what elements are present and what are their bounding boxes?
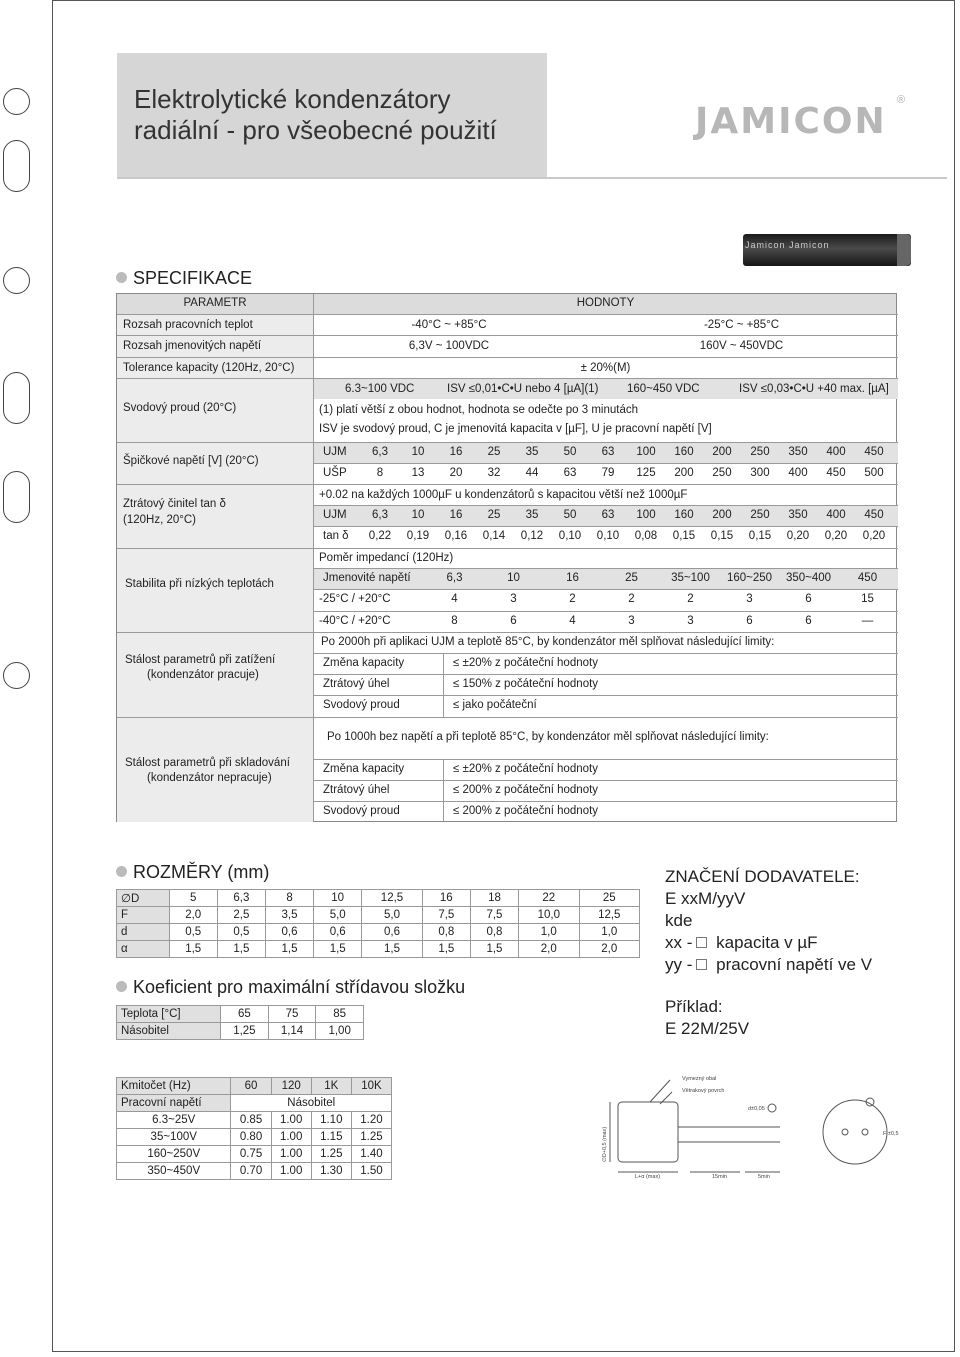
column-divider [443, 759, 444, 822]
row-line [314, 780, 898, 781]
table-cell: 6 [805, 615, 812, 627]
lowtemp-row1 [425, 593, 897, 605]
table-cell: 2,0 [519, 941, 579, 958]
frequency-multiplier-table [116, 1077, 392, 1180]
table-cell: 6,3 [372, 446, 388, 458]
table-row [117, 890, 640, 907]
lowtemp-head [425, 572, 897, 584]
table-cell: 5 [169, 890, 217, 907]
condition-value: ≤ jako počáteční [453, 699, 537, 711]
table-cell: 0,5 [217, 924, 265, 941]
leakage-note-2: ISV je svodový proud, C je jmenovitá kapacita v [µF], U je pracovní napětí [V] [319, 423, 712, 435]
tan-note: +0.02 na každých 1000µF u kondenzátorů s kapacitou větší než 1000µF [319, 489, 688, 501]
supplier-xx-desc: kapacita v µF [716, 933, 818, 952]
table-cell: 1.00 [271, 1112, 311, 1129]
table-cell: 0.80 [231, 1129, 271, 1146]
table-cell: 4 [451, 593, 458, 605]
tan-label-1: Ztrátový činitel tan δ [123, 498, 226, 510]
table-cell: 10,0 [519, 907, 579, 924]
table-cell: 8 [265, 890, 313, 907]
drawing-label-d: d±0,05 [748, 1106, 765, 1112]
table-row [117, 941, 640, 958]
binder-hole [3, 662, 30, 689]
row-line [117, 314, 898, 315]
example-value: E 22M/25V [665, 1019, 750, 1038]
table-cell: 0,20 [824, 530, 848, 542]
table-cell: 0,8 [422, 924, 470, 941]
table-cell: 1,5 [362, 941, 422, 958]
condition-name: Svodový proud [323, 699, 400, 711]
row-line [314, 759, 898, 760]
table-cell: 3,5 [265, 907, 313, 924]
table-cell: 500 [864, 467, 884, 479]
condition-name: Ztrátový úhel [323, 784, 390, 796]
leakage-formula-b: ISV ≤0,03•C•U +40 max. [µA] [739, 383, 889, 395]
table-cell: 1.20 [351, 1112, 391, 1129]
leakage-label: Svodový proud (20°C) [123, 402, 237, 414]
shelf-title: Po 1000h bez napětí a při teplotě 85°C, by kondenzátor měl splňovat následující limity: [327, 731, 769, 743]
example-label: Příklad: [665, 997, 723, 1016]
spec-table [116, 293, 897, 822]
load-title: Po 2000h při aplikaci UJM a teplotě 85°C, by kondenzátor měl splňovat následující limity: [321, 636, 775, 648]
table-cell: 25 [579, 890, 639, 907]
table-cell: 3 [510, 593, 517, 605]
box-icon [696, 959, 707, 970]
table-cell: 0,20 [786, 530, 810, 542]
binder-hole [3, 267, 30, 294]
table-cell: 25 [625, 572, 638, 584]
table-cell: 160~250 [726, 572, 773, 584]
table-cell: 44 [525, 467, 539, 479]
table-cell: 35~100 [671, 572, 710, 584]
drawing-label-L: L+α (max) [635, 1174, 661, 1180]
table-cell: 1.10 [311, 1112, 351, 1129]
table-cell: 16 [566, 572, 579, 584]
table-cell: 5,0 [362, 907, 422, 924]
table-cell: 350~400 [785, 572, 832, 584]
temperature-multiplier-table [116, 1005, 364, 1040]
table-cell: 6,3 [446, 572, 463, 584]
box-icon [696, 937, 707, 948]
shelf-label-2: (kondenzátor nepracuje) [147, 772, 272, 784]
dimensions-table [116, 889, 640, 958]
row-line [314, 505, 898, 506]
table-cell: 0,15 [672, 530, 696, 542]
table-row [117, 907, 640, 924]
table-cell: 350 [788, 446, 808, 458]
table-cell: 2 [687, 593, 694, 605]
table-cell: 6 [805, 593, 812, 605]
supplier-title: ZNAČENÍ DODAVATELE: [665, 867, 860, 886]
title-line-1: Elektrolytické kondenzátory [134, 84, 451, 114]
table-cell: 6 [746, 615, 753, 627]
row-line [314, 695, 898, 696]
table-cell: 6 [510, 615, 517, 627]
table-cell: 79 [601, 467, 615, 479]
drawing-label-surface: Větrakový povrch [682, 1088, 725, 1094]
table-cell: 1.25 [351, 1129, 391, 1146]
lowtemp-title: Poměr impedancí (120Hz) [319, 552, 454, 564]
table-cell: 125 [636, 467, 656, 479]
table-cell: 0,8 [470, 924, 518, 941]
lowtemp-row2-label: -40°C / +20°C [319, 615, 391, 627]
binder-hole [3, 372, 30, 424]
table-cell: 0,22 [368, 530, 392, 542]
table-cell: d [117, 924, 170, 941]
table-cell: 15 [861, 593, 874, 605]
voltage-range-low: 6,3V ~ 100VDC [408, 340, 490, 352]
table-cell: 8 [451, 615, 458, 627]
table-cell: 50 [563, 446, 577, 458]
supplier-xx [665, 932, 872, 954]
table-cell: 12,5 [579, 907, 639, 924]
table-cell: Násobitel [117, 1023, 221, 1040]
leader-line [650, 1080, 670, 1102]
section-title-ripple: Koeficient pro maximální střídavou složku [116, 977, 465, 998]
table-cell: 60 [231, 1078, 271, 1095]
table-cell: 0,6 [265, 924, 313, 941]
table-cell: 10K [351, 1078, 391, 1095]
table-cell: Teplota [°C] [117, 1006, 221, 1023]
table-cell: 85 [316, 1006, 364, 1023]
lead-hole [842, 1129, 848, 1135]
supplier-yy [665, 954, 872, 976]
condition-value: ≤ ±20% z počáteční hodnoty [453, 657, 598, 669]
tan-row2-label: tan δ [323, 530, 349, 542]
table-cell: 0,12 [520, 530, 544, 542]
table-cell: 35~100V [117, 1129, 231, 1146]
capacitor-dimension-drawing [590, 1072, 910, 1182]
table-cell: 450 [864, 509, 884, 521]
condition-name: Ztrátový úhel [323, 678, 390, 690]
table-cell: 120 [271, 1078, 311, 1095]
table-cell: 250 [712, 467, 732, 479]
table-cell: 7,5 [422, 907, 470, 924]
brand-logo: JAMICON [695, 101, 887, 142]
table-row [117, 1023, 364, 1040]
table-cell: 2 [628, 593, 635, 605]
supplier-yy-key: yy - [665, 955, 693, 974]
tan-row1 [361, 509, 893, 521]
table-cell: 25 [487, 446, 501, 458]
table-cell: Kmitočet (Hz) [117, 1078, 231, 1095]
table-cell: 1,25 [221, 1023, 269, 1040]
table-cell: 8 [376, 467, 384, 479]
table-row [117, 1095, 392, 1112]
table-cell: 1.25 [311, 1146, 351, 1163]
temp-label: Rozsah pracovních teplot [123, 319, 253, 331]
row-line [314, 653, 898, 654]
row-line [314, 568, 898, 569]
table-cell: 63 [601, 446, 615, 458]
load-label-2: (kondenzátor pracuje) [147, 669, 259, 681]
table-cell: 0,5 [169, 924, 217, 941]
table-cell: 35 [525, 509, 539, 521]
table-cell: 3 [687, 615, 694, 627]
table-cell: 2,0 [169, 907, 217, 924]
table-cell: 1.30 [311, 1163, 351, 1180]
table-cell: 450 [826, 467, 846, 479]
row-line [117, 484, 898, 485]
table-cell: 100 [636, 446, 656, 458]
table-cell: 1,5 [265, 941, 313, 958]
table-cell: 50 [563, 509, 577, 521]
table-cell: 20 [449, 467, 463, 479]
supplier-yy-desc: pracovní napětí ve V [716, 955, 873, 974]
table-cell: 1,5 [217, 941, 265, 958]
table-cell: 12,5 [362, 890, 422, 907]
surge-row2 [361, 467, 893, 479]
table-cell: 0,6 [314, 924, 362, 941]
table-cell: 10 [411, 509, 425, 521]
table-cell: 0,15 [710, 530, 734, 542]
table-cell: 16 [449, 446, 463, 458]
table-cell: 100 [636, 509, 656, 521]
column-divider [443, 653, 444, 717]
table-cell: 160 [674, 509, 694, 521]
lowtemp-head-label: Jmenovité napětí [323, 572, 411, 584]
table-cell: 3 [746, 593, 753, 605]
table-cell: 65 [221, 1006, 269, 1023]
temp-range-high: -25°C ~ +85°C [703, 319, 780, 331]
row-line [314, 526, 898, 527]
drawing-label-5: 5min [758, 1174, 770, 1180]
table-cell: Pracovní napětí [117, 1095, 231, 1112]
table-cell: 75 [268, 1006, 316, 1023]
condition-value: ≤ 150% z počáteční hodnoty [453, 678, 599, 690]
capacitor-photo [743, 234, 911, 266]
condition-name: Svodový proud [323, 805, 400, 817]
table-cell: 0,6 [362, 924, 422, 941]
leakage-formula-a: ISV ≤0,01•C•U nebo 4 [µA](1) [447, 383, 599, 395]
table-cell: 0,10 [596, 530, 620, 542]
tan-row1-label: UJM [323, 509, 347, 521]
capacitor-body-outline [618, 1102, 678, 1162]
table-cell: 1,5 [470, 941, 518, 958]
table-cell: ∅D [117, 890, 170, 907]
tolerance-value: ± 20%(M) [580, 362, 631, 374]
table-row [117, 924, 640, 941]
table-cell: 450 [864, 446, 884, 458]
table-cell: 1.50 [351, 1163, 391, 1180]
table-cell: 1,5 [169, 941, 217, 958]
leakage-note-1: (1) platí větší z obou hodnot, hodnota se odečte po 3 minutách [319, 404, 639, 416]
row-line [117, 632, 898, 633]
table-cell: 1,0 [519, 924, 579, 941]
table-cell: 6,3 [217, 890, 265, 907]
table-cell: Násobitel [231, 1095, 392, 1112]
table-cell: 350 [788, 509, 808, 521]
shelf-label-1: Stálost parametrů při skladování [125, 757, 290, 769]
row-line [314, 463, 898, 464]
table-cell: 1.15 [311, 1129, 351, 1146]
table-cell: 200 [674, 467, 694, 479]
table-cell: 1,0 [579, 924, 639, 941]
table-row [117, 1146, 392, 1163]
table-cell: 160 [674, 446, 694, 458]
table-cell: 1,5 [422, 941, 470, 958]
table-cell: 1.40 [351, 1146, 391, 1163]
binder-hole [3, 88, 30, 115]
table-cell: 1,14 [268, 1023, 316, 1040]
tan-label-2: (120Hz, 20°C) [123, 514, 196, 526]
table-cell: 0,16 [444, 530, 468, 542]
title-line-2: radiální - pro všeobecné použití [134, 115, 497, 145]
row-line [314, 611, 898, 612]
load-label-1: Stálost parametrů při zatížení [125, 654, 276, 666]
table-cell: 300 [750, 467, 770, 479]
table-cell: 400 [826, 509, 846, 521]
lowtemp-row2 [425, 615, 897, 627]
table-cell: 400 [826, 446, 846, 458]
table-cell: 63 [563, 467, 577, 479]
binder-hole [3, 471, 30, 523]
surge-row2-label: UŠP [323, 467, 347, 479]
row-line [314, 674, 898, 675]
table-cell: 2 [569, 593, 576, 605]
supplier-where: kde [665, 911, 693, 930]
condition-name: Změna kapacity [323, 763, 405, 775]
table-cell: 200 [712, 446, 732, 458]
table-cell: 6,3 [372, 509, 388, 521]
surge-label: Špičkové napětí [V] (20°C) [123, 455, 259, 467]
table-cell: α [117, 941, 170, 958]
table-cell: 350~450V [117, 1163, 231, 1180]
capacitor-sleeve-print: Jamicon Jamicon [745, 240, 830, 250]
table-cell: 160~250V [117, 1146, 231, 1163]
table-cell: 450 [857, 572, 878, 584]
table-cell: 10 [507, 572, 520, 584]
table-cell: 1,00 [316, 1023, 364, 1040]
table-cell: 1.00 [271, 1129, 311, 1146]
capacitor-end [897, 234, 911, 266]
table-cell: 16 [449, 509, 463, 521]
surge-row1 [361, 446, 893, 458]
table-cell: 10 [411, 446, 425, 458]
table-cell: 250 [750, 509, 770, 521]
page-title [134, 84, 497, 146]
leakage-range-a: 6.3~100 VDC [345, 383, 415, 395]
table-row [117, 1112, 392, 1129]
header-rule [117, 177, 947, 179]
lowtemp-label: Stabilita při nízkých teplotách [125, 578, 274, 590]
table-cell: 0,08 [634, 530, 658, 542]
lowtemp-row1-label: -25°C / +20°C [319, 593, 391, 605]
section-title-spec: SPECIFIKACE [116, 268, 252, 289]
table-cell: 25 [487, 509, 501, 521]
table-cell: 0,15 [748, 530, 772, 542]
table-cell: F [117, 907, 170, 924]
table-cell: 400 [788, 467, 808, 479]
label-column [117, 314, 313, 822]
table-cell: 0,19 [406, 530, 430, 542]
binder-hole [3, 140, 30, 192]
spec-head-values: HODNOTY [576, 297, 635, 309]
table-cell: 10 [314, 890, 362, 907]
condition-value: ≤ 200% z počáteční hodnoty [453, 805, 599, 817]
condition-name: Změna kapacity [323, 657, 405, 669]
leakage-range-b: 160~450 VDC [627, 383, 700, 395]
table-cell: 35 [525, 446, 539, 458]
table-cell: 16 [422, 890, 470, 907]
table-cell: 6.3~25V [117, 1112, 231, 1129]
table-cell: 63 [601, 509, 615, 521]
lead-hole [862, 1129, 868, 1135]
row-line [117, 548, 898, 549]
row-line [314, 589, 898, 590]
table-cell: 250 [750, 446, 770, 458]
table-cell: 2,5 [217, 907, 265, 924]
voltage-label: Rozsah jmenovitých napětí [123, 340, 262, 352]
voltage-range-high: 160V ~ 450VDC [699, 340, 784, 352]
table-cell: 0,10 [558, 530, 582, 542]
tan-row2 [361, 530, 893, 542]
supplier-code: E xxM/yyV [665, 889, 746, 908]
table-cell: — [861, 615, 874, 627]
supplier-marking [665, 866, 872, 1040]
brand-registered-mark: ® [897, 94, 906, 106]
tolerance-label: Tolerance kapacity (120Hz, 20°C) [123, 362, 295, 374]
table-cell: 7,5 [470, 907, 518, 924]
drawing-label-D: ∅D+0,5 (max) [602, 1126, 608, 1162]
table-cell: 18 [470, 890, 518, 907]
table-cell: 1.00 [271, 1163, 311, 1180]
drawing-label-15: 15min [712, 1174, 727, 1180]
temp-range-low: -40°C ~ +85°C [411, 319, 487, 331]
table-row [117, 1129, 392, 1146]
table-cell: 0.70 [231, 1163, 271, 1180]
table-cell: 5,0 [314, 907, 362, 924]
row-line [314, 801, 898, 802]
table-cell: 3 [628, 615, 635, 627]
table-cell: 13 [411, 467, 425, 479]
table-cell: 2,0 [579, 941, 639, 958]
condition-value: ≤ ±20% z počáteční hodnoty [453, 763, 598, 775]
row-line [117, 335, 898, 336]
table-cell: 4 [569, 615, 576, 627]
table-cell: 1,5 [314, 941, 362, 958]
table-cell: 0.75 [231, 1146, 271, 1163]
table-row [117, 1163, 392, 1180]
section-title-dims: ROZMĚRY (mm) [116, 862, 269, 883]
table-cell: 32 [487, 467, 501, 479]
table-cell: 200 [712, 509, 732, 521]
table-row [117, 1078, 392, 1095]
table-cell: 0,14 [482, 530, 506, 542]
table-cell: 1.00 [271, 1146, 311, 1163]
drawing-label-F: F ±0,5 [883, 1131, 899, 1137]
condition-value: ≤ 200% z počáteční hodnoty [453, 784, 599, 796]
table-cell: 0,20 [862, 530, 886, 542]
table-cell: 1K [311, 1078, 351, 1095]
row-line [117, 357, 898, 358]
table-row [117, 1006, 364, 1023]
spec-head-param: PARAMETR [183, 297, 247, 309]
row-line [117, 717, 898, 718]
capacitor-top-view [823, 1100, 887, 1164]
drawing-label-sleeve: Vymezný obal [682, 1076, 717, 1082]
supplier-xx-key: xx - [665, 933, 693, 952]
table-cell: 22 [519, 890, 579, 907]
table-cell: 0.85 [231, 1112, 271, 1129]
surge-row1-label: UJM [323, 446, 347, 458]
polarity-plus-icon [768, 1104, 776, 1112]
